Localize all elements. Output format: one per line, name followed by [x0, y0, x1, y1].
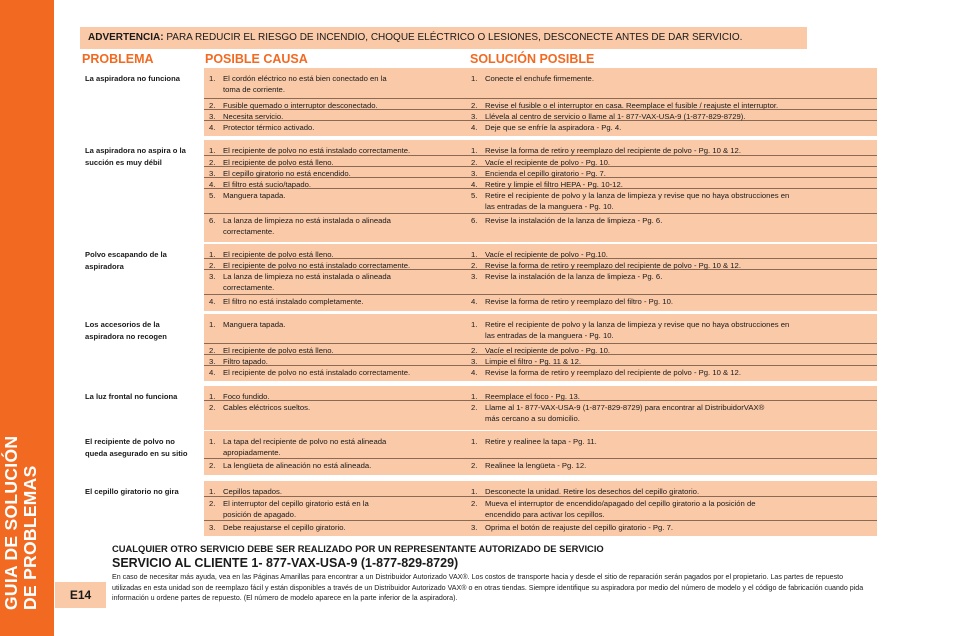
cause-solution-box: [204, 68, 877, 136]
possible-solution: [471, 436, 871, 447]
cause-number: 1.: [209, 487, 216, 496]
cause-text-continued: correctamente.: [223, 283, 275, 292]
solution-number: 4.: [471, 368, 478, 377]
solution-number: 2.: [471, 261, 478, 270]
cause-text: El interruptor del cepillo giratorio está en la: [223, 499, 369, 508]
cause-number: 3.: [209, 272, 216, 281]
solution-number: 5.: [471, 191, 478, 200]
solution-text: Revise la instalación de la lanza de limpieza - Pg. 6.: [485, 216, 663, 225]
cause-number: 1.: [209, 320, 216, 329]
solution-text: Desconecte la unidad. Retire los desechos del cepillo giratorio.: [485, 487, 700, 496]
solution-number: 2.: [471, 403, 478, 412]
cause-text: Protector térmico activado.: [223, 123, 315, 132]
solution-text: Deje que se enfríe la aspiradora - Pg. 4.: [485, 123, 622, 132]
solution-text: Retire y limpie el filtro HEPA - Pg. 10-12.: [485, 180, 623, 189]
possible-solution: [471, 73, 871, 84]
solution-number: 3.: [471, 357, 478, 366]
solution-number: 1.: [471, 250, 478, 259]
possible-cause: [209, 122, 453, 133]
cause-text: La tapa del recipiente de polvo no está alineada: [223, 437, 387, 446]
warning-banner: [80, 27, 807, 49]
cause-solution-box: [204, 386, 877, 430]
table-row: [204, 390, 877, 401]
cause-number: 2.: [209, 461, 216, 470]
problem-cell: [80, 386, 199, 430]
table-row: [204, 214, 877, 238]
solution-text: Reemplace el foco - Pg. 13.: [485, 392, 580, 401]
problem-section: [80, 386, 877, 430]
solution-number: 1.: [471, 146, 478, 155]
solution-text: Revise la forma de retiro y reemplazo del recipiente de polvo - Pg. 10 & 12.: [485, 261, 741, 270]
cause-text-continued: correctamente.: [223, 227, 275, 236]
table-row: [204, 144, 877, 156]
cause-number: 3.: [209, 523, 216, 532]
solution-number: 2.: [471, 461, 478, 470]
cause-number: 2.: [209, 261, 216, 270]
problem-label: La aspiradora no funciona: [85, 74, 180, 83]
solution-text: Llévela al centro de servicio o llame al 1- 877-VAX-USA-9 (1-877-829-8729).: [485, 112, 746, 121]
possible-cause: [209, 319, 453, 330]
possible-cause: [209, 367, 453, 378]
cause-text: El cepillo giratorio no está encendido.: [223, 169, 351, 178]
cause-text: Manguera tapada.: [223, 320, 286, 329]
solution-text-continued: las entradas de la manguera - Pg. 10.: [485, 331, 614, 340]
problem-cell: [80, 68, 199, 136]
possible-solution: [471, 367, 871, 378]
cause-text-continued: posición de apagado.: [223, 510, 297, 519]
solution-text: Retire el recipiente de polvo y la lanza de limpieza y revise que no haya obstrucciones en: [485, 320, 790, 329]
solution-number: 3.: [471, 523, 478, 532]
possible-solution: [471, 486, 871, 497]
cause-text: La lengüeta de alineación no está alineada.: [223, 461, 372, 470]
cause-text: El recipiente de polvo está lleno.: [223, 250, 334, 259]
solution-text: Revise la instalación de la lanza de limpieza - Pg. 6.: [485, 272, 663, 281]
cause-text: El recipiente de polvo no está instalado correctamente.: [223, 368, 411, 377]
solution-number: 2.: [471, 346, 478, 355]
table-row: [204, 497, 877, 521]
possible-solution: [471, 145, 871, 156]
problem-cell: [80, 140, 199, 242]
sidebar-title: GUIA DE SOLUCIÓN DE PROBLEMAS: [1, 435, 40, 610]
cause-number: 4.: [209, 297, 216, 306]
cause-text: La lanza de limpieza no está instalada o alineada: [223, 272, 391, 281]
possible-solution: [471, 122, 871, 133]
solution-text: Retire el recipiente de polvo y la lanza de limpieza y revise que no haya obstrucciones en: [485, 191, 790, 200]
cause-text: El recipiente de polvo está lleno.: [223, 158, 334, 167]
sidebar: [0, 0, 54, 636]
cause-number: 3.: [209, 112, 216, 121]
solution-text: Encienda el cepillo giratorio - Pg. 7.: [485, 169, 606, 178]
solution-text: Revise la forma de retiro y reemplazo del recipiente de polvo - Pg. 10 & 12.: [485, 368, 741, 377]
footer-customer-service: SERVICIO AL CLIENTE 1- 877-VAX-USA-9 (1-877-829-8729): [112, 556, 459, 570]
problem-label: El recipiente de polvo no queda asegurado en su sitio: [85, 437, 188, 458]
problem-label: La aspiradora no aspira o la succión es muy débil: [85, 146, 186, 167]
header-problem: PROBLEMA: [82, 52, 154, 66]
possible-cause: [209, 145, 453, 156]
cause-number: 6.: [209, 216, 216, 225]
possible-solution: [471, 190, 871, 212]
solution-number: 4.: [471, 123, 478, 132]
possible-cause: [209, 486, 453, 497]
problem-section: [80, 140, 877, 242]
possible-cause: [209, 190, 453, 201]
table-row: [204, 259, 877, 270]
cause-text: Cepillos tapados.: [223, 487, 282, 496]
cause-number: 1.: [209, 74, 216, 83]
solution-text: Revise la forma de retiro y reemplazo del filtro - Pg. 10.: [485, 297, 673, 306]
solution-number: 3.: [471, 112, 478, 121]
table-row: [204, 99, 877, 110]
column-headers: [0, 52, 954, 68]
table-row: [204, 485, 877, 497]
solution-number: 2.: [471, 158, 478, 167]
table-row: [204, 167, 877, 178]
problem-cell: [80, 431, 199, 475]
cause-solution-box: [204, 140, 877, 242]
solution-number: 2.: [471, 499, 478, 508]
solution-text: Llame al 1- 877-VAX-USA-9 (1-877-829-8729) para encontrar al DistribuidorVAX®: [485, 403, 765, 412]
problem-cell: [80, 244, 199, 311]
header-solution: SOLUCIÓN POSIBLE: [470, 52, 595, 66]
possible-cause: [209, 271, 453, 293]
solution-text-continued: más cercano a su domicilio.: [485, 414, 580, 423]
problem-section: [80, 431, 877, 475]
solution-number: 3.: [471, 169, 478, 178]
table-row: [204, 248, 877, 259]
possible-solution: [471, 319, 871, 341]
table-row: [204, 178, 877, 189]
problem-label: Los accesorios de la aspiradora no recogen: [85, 320, 167, 341]
cause-number: 3.: [209, 357, 216, 366]
cause-text: Filtro tapado.: [223, 357, 268, 366]
table-row: [204, 521, 877, 532]
solution-number: 1.: [471, 487, 478, 496]
possible-solution: [471, 271, 871, 282]
footer-info-text: En caso de necesitar más ayuda, vea en las Páginas Amarillas para encontrar a un Distribuidor Autorizado VAX®. Los costos de transporte hacia y desde el sitio de reparación serán pagados por el propietario. Las partes de repuesto utilizadas en esta unidad son de reemplazo fácil y están disponibles a través de un Distribuidor Autorizado VAX® o en otras tiendas. Siempre identifique su aspiradora por medio del número de modelo y el código de fabricación cuando pida información u ordene partes de repuesto. (El número de modelo aparece en la parte inferior de la aspiradora).: [112, 573, 864, 602]
cause-number: 2.: [209, 346, 216, 355]
solution-number: 4.: [471, 297, 478, 306]
cause-text: El filtro no está instalado completamente.: [223, 297, 364, 306]
table-row: [204, 355, 877, 366]
solution-text: Realinee la lengüeta - Pg. 12.: [485, 461, 587, 470]
cause-number: 5.: [209, 191, 216, 200]
page-number: E14: [55, 582, 106, 608]
possible-solution: [471, 460, 871, 471]
solution-text: Oprima el botón de reajuste del cepillo giratorio - Pg. 7.: [485, 523, 674, 532]
cause-text-continued: toma de corriente.: [223, 85, 285, 94]
cause-text: Fusible quemado o interruptor desconectado.: [223, 101, 378, 110]
table-row: [204, 189, 877, 214]
possible-cause: [209, 436, 453, 458]
solution-number: 3.: [471, 272, 478, 281]
solution-number: 1.: [471, 437, 478, 446]
cause-text: El cordón eléctrico no está bien conectado en la: [223, 74, 387, 83]
problem-label: La luz frontal no funciona: [85, 392, 178, 401]
cause-solution-box: [204, 314, 877, 381]
possible-cause: [209, 402, 453, 413]
possible-solution: [471, 296, 871, 307]
table-row: [204, 401, 877, 426]
cause-text: Cables eléctricos sueltos.: [223, 403, 311, 412]
problem-section: [80, 68, 877, 136]
table-row: [204, 156, 877, 167]
cause-number: 2.: [209, 403, 216, 412]
cause-text: El filtro está sucio/tapado.: [223, 180, 312, 189]
table-row: [204, 318, 877, 344]
footer-service-notice: CUALQUIER OTRO SERVICIO DEBE SER REALIZADO POR UN REPRESENTANTE AUTORIZADO DE SERVICIO: [112, 543, 604, 554]
possible-solution: [471, 215, 871, 226]
table-row: [204, 435, 877, 459]
cause-number: 1.: [209, 146, 216, 155]
cause-text: La lanza de limpieza no está instalada o alineada: [223, 216, 391, 225]
table-row: [204, 366, 877, 377]
table-row: [204, 110, 877, 121]
problem-cell: [80, 481, 199, 536]
possible-cause: [209, 215, 453, 237]
cause-text: El recipiente de polvo no está instalado correctamente.: [223, 261, 411, 270]
warning-text: PARA REDUCIR EL RIESGO DE INCENDIO, CHOQUE ELÉCTRICO O LESIONES, DESCONECTE ANTES DE DAR SERVICIO.: [163, 32, 743, 43]
solution-text-continued: encendido para activar los cepillos.: [485, 510, 605, 519]
cause-number: 3.: [209, 169, 216, 178]
cause-number: 2.: [209, 101, 216, 110]
table-row: [204, 72, 877, 99]
solution-text-continued: las entradas de la manguera - Pg. 10.: [485, 202, 614, 211]
possible-solution: [471, 402, 871, 424]
solution-text: Revise el fusible o el interruptor en casa. Reemplace el fusible / reajuste el interruptor.: [485, 101, 779, 110]
solution-number: 6.: [471, 216, 478, 225]
cause-number: 2.: [209, 158, 216, 167]
table-row: [204, 459, 877, 471]
problem-section: [80, 481, 877, 536]
possible-cause: [209, 460, 453, 471]
table-row: [204, 344, 877, 355]
solution-number: 4.: [471, 180, 478, 189]
solution-text: Limpie el filtro - Pg. 11 & 12.: [485, 357, 581, 366]
solution-number: 1.: [471, 392, 478, 401]
problem-label: Polvo escapando de la aspiradora: [85, 250, 167, 271]
cause-solution-box: [204, 244, 877, 311]
cause-number: 4.: [209, 180, 216, 189]
cause-text: El recipiente de polvo está lleno.: [223, 346, 334, 355]
cause-number: 2.: [209, 499, 216, 508]
solution-number: 1.: [471, 320, 478, 329]
possible-cause: [209, 522, 453, 533]
possible-cause: [209, 296, 453, 307]
cause-number: 1.: [209, 437, 216, 446]
possible-solution: [471, 522, 871, 533]
solution-text: Mueva el interruptor de encendido/apagado del cepillo giratorio a la posición de: [485, 499, 756, 508]
solution-text: Retire y realinee la tapa - Pg. 11.: [485, 437, 597, 446]
header-cause: POSIBLE CAUSA: [205, 52, 308, 66]
solution-text: Revise la forma de retiro y reemplazo del recipiente de polvo - Pg. 10 & 12.: [485, 146, 741, 155]
problem-section: [80, 244, 877, 311]
problem-cell: [80, 314, 199, 381]
cause-solution-box: [204, 431, 877, 475]
solution-text: Vacíe el recipiente de polvo - Pg. 10.: [485, 158, 611, 167]
table-row: [204, 295, 877, 307]
cause-text: Debe reajustarse el cepillo giratorio.: [223, 523, 346, 532]
possible-cause: [209, 73, 453, 95]
solution-text: Conecte el enchufe firmemente.: [485, 74, 594, 83]
cause-solution-box: [204, 481, 877, 536]
solution-number: 2.: [471, 101, 478, 110]
cause-number: 1.: [209, 250, 216, 259]
warning-label: ADVERTENCIA:: [88, 32, 164, 43]
cause-text: Manguera tapada.: [223, 191, 286, 200]
footer: [112, 543, 872, 604]
possible-cause: [209, 498, 453, 520]
cause-number: 1.: [209, 392, 216, 401]
table-row: [204, 121, 877, 132]
problem-label: El cepillo giratorio no gira: [85, 487, 179, 496]
cause-number: 4.: [209, 368, 216, 377]
solution-number: 1.: [471, 74, 478, 83]
cause-text: Necesita servicio.: [223, 112, 284, 121]
cause-text: El recipiente de polvo no está instalado correctamente.: [223, 146, 411, 155]
problem-section: [80, 314, 877, 381]
cause-text: Foco fundido.: [223, 392, 270, 401]
cause-text-continued: apropiadamente.: [223, 448, 281, 457]
table-row: [204, 270, 877, 295]
possible-solution: [471, 498, 871, 520]
solution-text: Vacíe el recipiente de polvo - Pg. 10.: [485, 346, 611, 355]
cause-number: 4.: [209, 123, 216, 132]
solution-text: Vacíe el recipiente de polvo - Pg.10.: [485, 250, 608, 259]
